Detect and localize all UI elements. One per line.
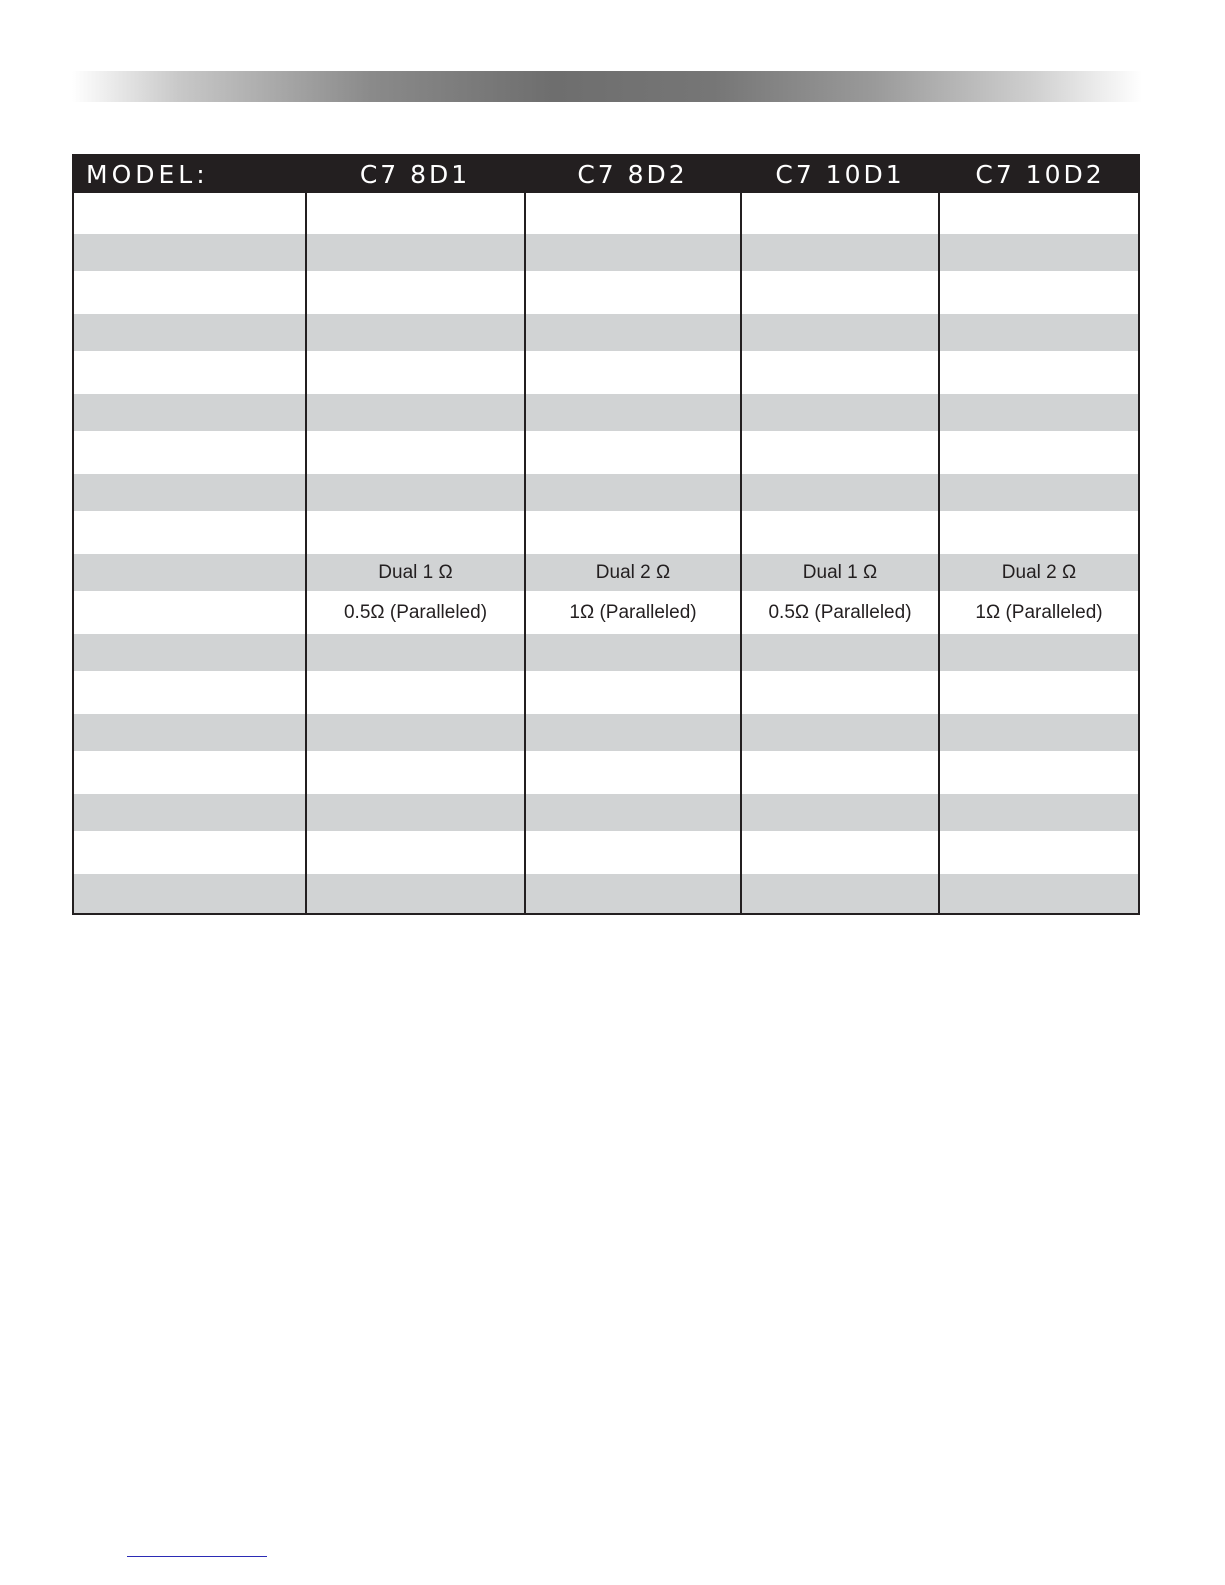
table-cell <box>307 751 524 794</box>
table-cell <box>940 314 1138 351</box>
table-cell <box>307 351 524 394</box>
row-label <box>74 314 305 351</box>
row-label <box>74 431 305 474</box>
table-cell <box>307 831 524 874</box>
table-cell <box>526 234 740 271</box>
table-cell <box>742 634 938 671</box>
table-row <box>74 751 1138 794</box>
table-cell <box>307 874 524 913</box>
row-label <box>74 671 305 714</box>
table-cell: Dual 1 Ω <box>378 561 453 583</box>
table-row <box>74 671 1138 714</box>
table-row <box>74 351 1138 394</box>
row-label <box>74 794 305 831</box>
table-cell <box>742 394 938 431</box>
table-row <box>74 234 1138 271</box>
specifications-table <box>72 154 1140 915</box>
table-row <box>74 714 1138 751</box>
model-c7-10d1-header: C7 10D1 <box>775 160 905 189</box>
table-cell <box>940 874 1138 913</box>
table-cell <box>742 271 938 314</box>
table-cell <box>307 634 524 671</box>
table-cell <box>940 671 1138 714</box>
table-cell <box>526 511 740 554</box>
row-label <box>74 634 305 671</box>
table-cell <box>742 714 938 751</box>
row-label <box>74 511 305 554</box>
row-label <box>74 714 305 751</box>
row-label <box>74 351 305 394</box>
table-row <box>74 193 1138 234</box>
table-cell <box>526 474 740 511</box>
table-cell: Dual 2 Ω <box>1001 561 1077 583</box>
table-row <box>74 474 1138 511</box>
table-cell <box>307 314 524 351</box>
model-c7-8d1-header: C7 8D1 <box>359 160 471 189</box>
table-cell <box>940 351 1138 394</box>
table-row <box>74 511 1138 554</box>
table-cell <box>940 394 1138 431</box>
table-row <box>74 831 1138 874</box>
row-label <box>74 831 305 874</box>
table-cell <box>940 431 1138 474</box>
table-cell <box>742 351 938 394</box>
table-cell <box>940 634 1138 671</box>
table-cell <box>307 794 524 831</box>
table-cell <box>307 431 524 474</box>
table-cell <box>742 511 938 554</box>
table-cell <box>742 794 938 831</box>
table-cell <box>742 431 938 474</box>
table-cell <box>526 314 740 351</box>
footer-link-underline <box>127 1556 267 1557</box>
table-cell: 1Ω (Paralleled) <box>569 601 697 623</box>
table-row <box>74 271 1138 314</box>
table-cell <box>526 751 740 794</box>
column-divider <box>938 193 940 913</box>
row-label <box>74 394 305 431</box>
table-cell <box>742 751 938 794</box>
table-cell <box>742 874 938 913</box>
table-cell: Dual 1 Ω <box>802 561 878 583</box>
table-cell <box>742 671 938 714</box>
column-divider <box>740 193 742 913</box>
row-label <box>74 474 305 511</box>
table-cell <box>526 671 740 714</box>
table-cell <box>940 271 1138 314</box>
row-label <box>74 234 305 271</box>
table-cell <box>940 234 1138 271</box>
table-cell: 0.5Ω (Paralleled) <box>343 601 488 623</box>
column-divider <box>305 193 307 913</box>
row-label <box>74 271 305 314</box>
table-cell <box>940 714 1138 751</box>
table-cell: 1Ω (Paralleled) <box>975 601 1103 623</box>
row-label <box>74 591 305 634</box>
table-row <box>74 591 1138 634</box>
table-row <box>74 874 1138 913</box>
table-row <box>74 554 1138 591</box>
table-cell <box>742 193 938 234</box>
table-cell <box>526 831 740 874</box>
row-label <box>74 554 305 591</box>
table-row <box>74 394 1138 431</box>
table-cell <box>526 874 740 913</box>
table-cell <box>940 831 1138 874</box>
table-row <box>74 794 1138 831</box>
model-label: MODEL: <box>86 160 209 189</box>
table-cell <box>307 271 524 314</box>
table-cell <box>526 351 740 394</box>
table-cell <box>526 193 740 234</box>
model-c7-10d2-header: C7 10D2 <box>975 160 1105 189</box>
table-cell <box>526 431 740 474</box>
table-cell <box>307 714 524 751</box>
table-cell <box>940 794 1138 831</box>
row-label <box>74 751 305 794</box>
table-row <box>74 314 1138 351</box>
table-cell <box>940 474 1138 511</box>
table-cell <box>307 394 524 431</box>
table-cell <box>526 794 740 831</box>
table-cell <box>742 314 938 351</box>
table-cell <box>526 714 740 751</box>
table-cell <box>526 634 740 671</box>
table-header <box>72 154 1140 193</box>
table-cell <box>940 193 1138 234</box>
table-cell: Dual 2 Ω <box>595 561 671 583</box>
row-label <box>74 193 305 234</box>
model-c7-8d2-header: C7 8D2 <box>577 160 688 189</box>
table-cell <box>307 671 524 714</box>
table-cell: 0.5Ω (Paralleled) <box>768 601 912 623</box>
table-cell <box>742 831 938 874</box>
table-cell <box>526 271 740 314</box>
table-row <box>74 634 1138 671</box>
decorative-gradient-bar <box>72 71 1142 102</box>
table-cell <box>307 511 524 554</box>
table-cell <box>742 474 938 511</box>
table-cell <box>526 394 740 431</box>
table-cell <box>742 234 938 271</box>
row-label <box>74 874 305 913</box>
table-cell <box>940 751 1138 794</box>
table-cell <box>307 193 524 234</box>
table-body <box>74 193 1138 913</box>
table-cell <box>307 474 524 511</box>
table-row <box>74 431 1138 474</box>
table-cell <box>307 234 524 271</box>
table-cell <box>940 511 1138 554</box>
column-divider <box>524 193 526 913</box>
